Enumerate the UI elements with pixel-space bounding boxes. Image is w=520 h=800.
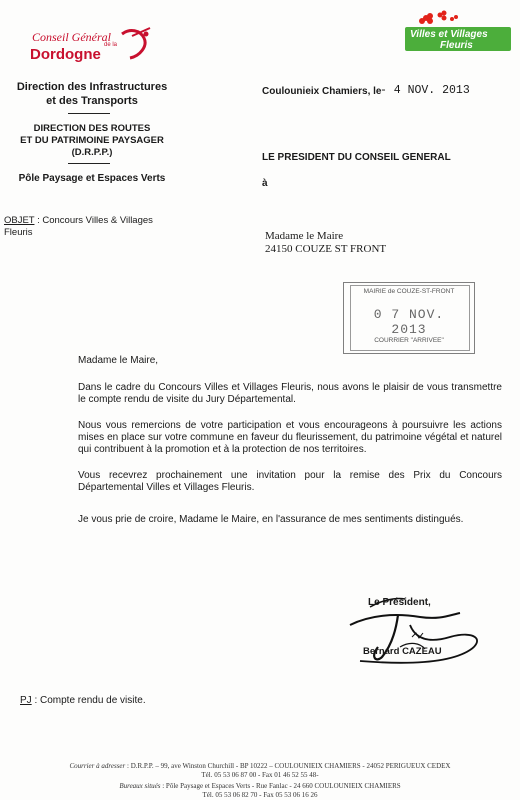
cg-script-text: Conseil Général [32, 30, 111, 44]
recipient-line1: Madame le Maire [265, 230, 344, 242]
vvf-line1: Villes et Villages [410, 29, 488, 40]
footer-line1 [0, 762, 520, 771]
pole-name: Pôle Paysage et Espaces Verts [18, 173, 166, 184]
objet-text-line1: : Concours Villes & Villages [34, 215, 153, 226]
department-block [12, 80, 172, 108]
vvf-line2: Fleuris [440, 40, 473, 51]
pj-label: PJ [20, 695, 32, 706]
paragraph-3: Vous recevrez prochainement une invitation pour la remise des Prix du Concours Départemental Villes et Villages Fleuris. [78, 470, 502, 493]
dept-line2: et des Transports [46, 95, 138, 107]
footer-line4: Tél. 05 53 06 82 70 - Fax 05 53 06 16 26 [202, 791, 318, 799]
objet-text-line2: Fleuris [4, 227, 33, 238]
paragraph-1: Dans le cadre du Concours Villes et Villages Fleuris, nous avons le plaisir de vous transmettre le compte rendu de visite du Jury Départemental. [78, 382, 502, 405]
dept-line1: Direction des Infrastructures [16, 81, 168, 93]
stamp-mairie-text: MAIRIE de COUZE-ST-FRONT [363, 288, 455, 295]
signer-title: Le Président, [368, 597, 431, 608]
salutation: Madame le Maire, [78, 355, 159, 366]
letter-place: Coulounieix Chamiers, le [262, 86, 382, 97]
drpp-line1: DIRECTION DES ROUTES [33, 123, 151, 134]
drpp-line3: (D.R.P.P.) [71, 147, 113, 158]
cg-de-text: de la [104, 42, 118, 48]
divider [68, 113, 110, 114]
paragraph-2: Nous vous remercions de votre participation et vous encourageons à poursuivre les actions mises en place sur votre commune en faveur du fleurissement, du patrimoine végétal et naturel qui contribuent à la promotion et à la protection de nos territoires. [78, 420, 502, 455]
drpp-line2: ET DU PATRIMOINE PAYSAGER [20, 135, 164, 146]
divider [68, 163, 110, 164]
footer-line1-label: Courrier à adresser [69, 762, 126, 770]
attachment-note [20, 695, 146, 706]
stamp-courrier-text: COURRIER "ARRIVEE" [374, 337, 444, 344]
to-word: à [262, 178, 268, 189]
letter-date: - 4 NOV. 2013 [380, 84, 470, 97]
sender-title: LE PRESIDENT DU CONSEIL GENERAL [262, 152, 451, 163]
footer-line1-text: : D.R.P.P. – 99, ave Winston Churchill - BP 10222 – COULOUNIEIX CHAMIERS - 24052 PERIGUEUX CEDEX [125, 762, 451, 770]
footer-line3-text: : Pôle Paysage et Espaces Verts - Rue Fanlac - 24 660 COULOUNIEIX CHAMIERS [160, 782, 401, 790]
footer-line3 [0, 782, 520, 791]
pj-text: : Compte rendu de visite. [31, 695, 146, 706]
objet-label: OBJET [4, 215, 35, 226]
footer-line3-label: Bureaux situés [119, 782, 161, 790]
signer-name: Bernard CAZEAU [363, 646, 442, 657]
recipient-line2: 24150 COUZE ST FRONT [265, 243, 387, 255]
drpp-block [12, 123, 172, 159]
footer-line2: Tél. 05 53 06 87 00 - Fax 01 46 52 55 48- [201, 771, 319, 779]
paragraph-4: Je vous prie de croire, Madame le Maire, en l'assurance de mes sentiments distingués. [78, 514, 464, 525]
stamp-date: 0 7 NOV. 2013 [373, 307, 445, 337]
cg-name: Dordogne [30, 46, 101, 63]
objet-block [4, 215, 164, 239]
